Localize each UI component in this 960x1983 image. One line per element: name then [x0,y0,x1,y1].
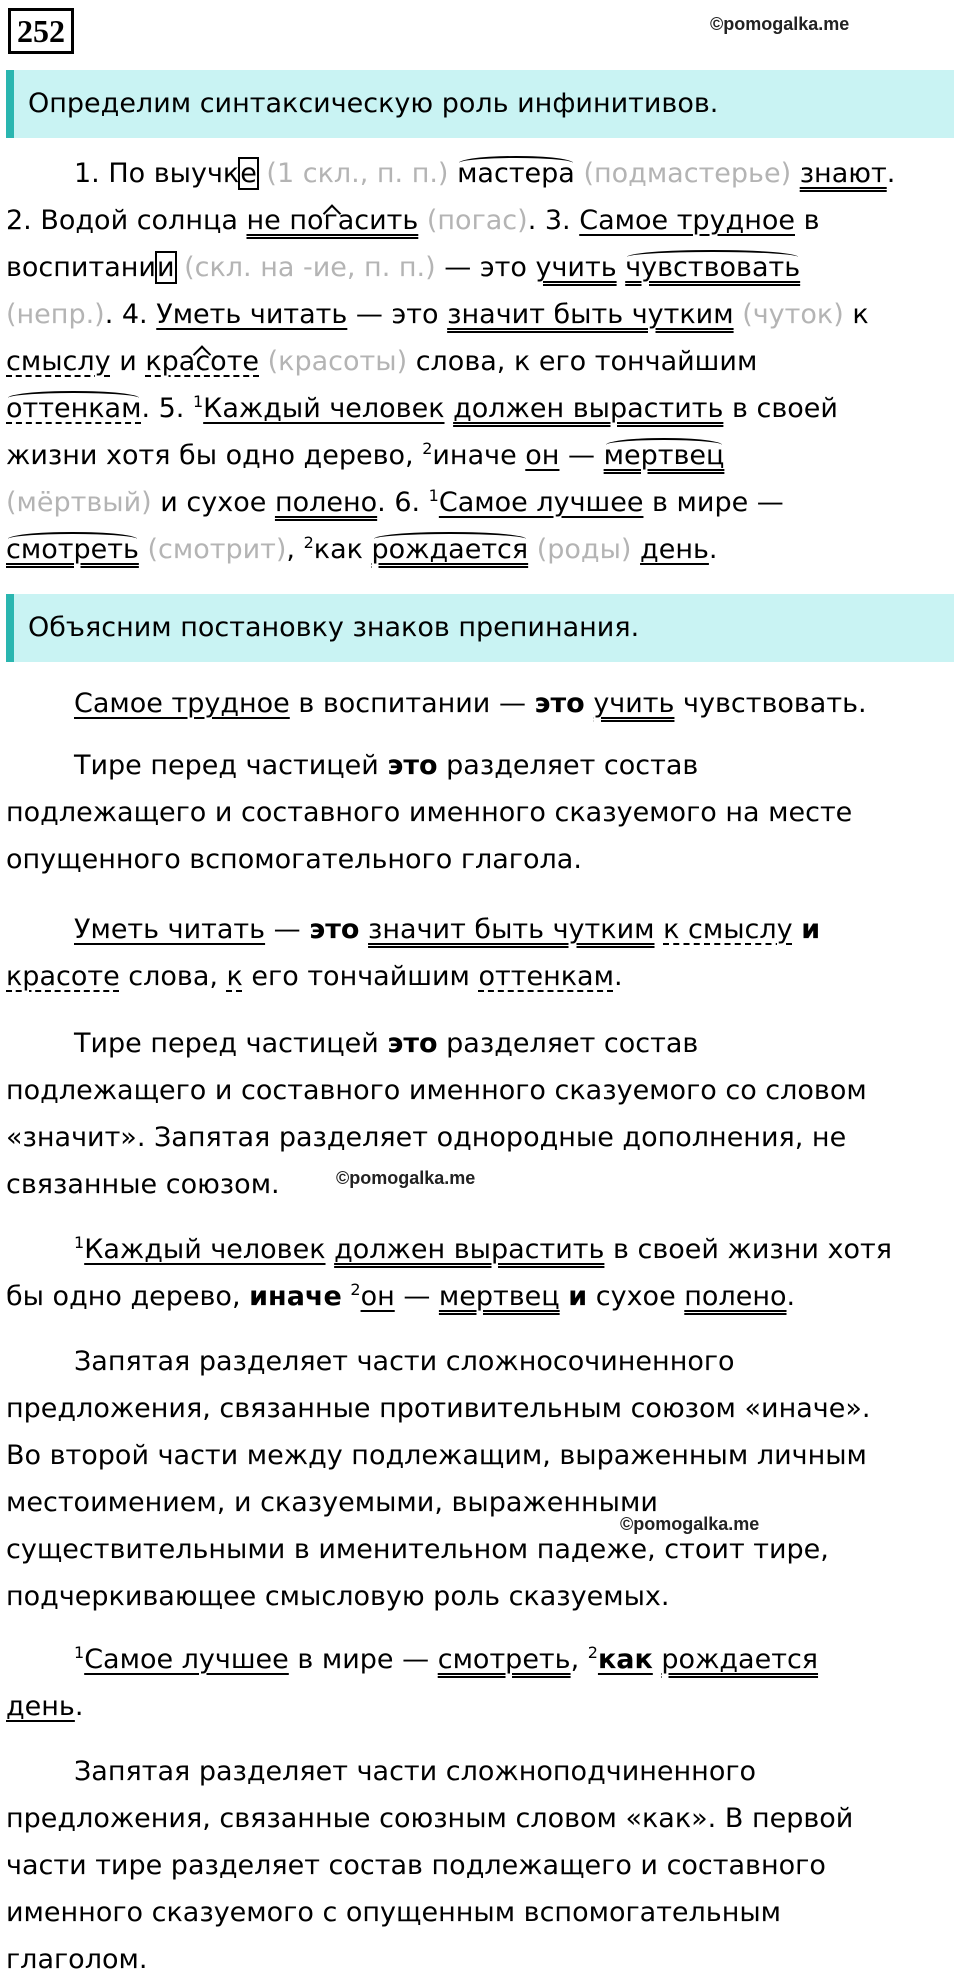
watermark: ©pomogalka.me [336,1168,476,1188]
watermark: ©pomogalka.me [710,14,850,34]
example-line: Самое трудное в воспитании — это учить чувствовать. [74,688,867,719]
watermark: ©pomogalka.me [620,1514,760,1534]
example-2 [6,906,954,1000]
example-line: день. [6,1691,84,1722]
text-line: Тире перед частицей это разделяет состав [74,750,699,781]
text-line: Во второй части между подлежащим, выраженным личным [6,1440,867,1471]
text-line: оттенкам. 5. $^1$Каждый человек должен вырастить в своей [6,392,838,424]
subject: как [597,1644,653,1675]
predicate: мертвец [603,440,725,471]
text-line: части тире разделяет состав подлежащего и составного [6,1850,826,1881]
predicate: учить [593,688,675,719]
text-line: предложения, связанные противительным союзом «иначе». [6,1393,871,1424]
example-line: $^1$Самое лучшее в мире — смотреть, $^2$как рождается [74,1643,819,1675]
predicate: полено [684,1281,787,1312]
subject: он [525,440,560,471]
object: смыслу [6,346,111,377]
ending-box: е [240,158,257,189]
predicate: не погасить [246,205,419,236]
text-line: глаголом. [6,1944,148,1975]
example-line: Уметь читать — это значит быть чутким к смыслу и [74,914,821,945]
predicate: значит быть чутким [447,299,734,330]
explanation-1 [6,742,954,883]
predicate: полено [274,487,378,518]
text-line: опущенного вспомогательного глагола. [6,844,582,875]
root-mark: мастера [457,158,575,189]
predicate: смотреть [437,1644,571,1675]
text-line: Запятая разделяет части сложносочиненного [74,1346,735,1377]
object: к смыслу [663,914,793,945]
subject: день [640,534,709,565]
analysis-text [6,150,954,573]
explanation-3 [6,1338,954,1620]
predicate: смотреть [6,534,139,565]
text-line: существительными в именительном падеже, стоит тире, [6,1534,829,1565]
explanation-4 [6,1748,954,1983]
example-3 [6,1226,954,1320]
text-line: (мёртвый) и сухое полено. 6. $^1$Самое лучшее в мире — [6,486,784,518]
object: к [226,961,243,992]
subject: Уметь читать [74,914,266,945]
example-4 [6,1636,954,1730]
subject: Самое лучшее [84,1644,289,1675]
predicate: значит быть чутким [368,914,655,945]
predicate: мертвец [438,1281,560,1312]
text-line: Тире перед частицей это разделяет состав [74,1028,699,1059]
predicate: чувствовать [625,252,801,283]
section-title-punctuation: Объясним постановку знаков препинания. [6,594,954,662]
text-line: жизни хотя бы одно дерево, $^2$иначе он — мертвец [6,439,725,471]
text-line: смыслу и красоте (красоты) слова, к его тончайшим [6,346,758,377]
subject: Самое лучшее [438,487,644,518]
object: оттенкам [478,961,614,992]
example-1 [6,680,954,727]
text-line: подлежащего и составного именного сказуемого со словом [6,1075,867,1106]
subject: он [360,1281,395,1312]
text-line: смотреть (смотрит), $^2$как рождается (роды) день. [6,533,718,565]
text-line: «значит». Запятая разделяет однородные дополнения, не [6,1122,847,1153]
text-line: воспитании (скл. на -ие, п. п.) — это учить чувствовать [6,252,801,283]
text-line: местоимением, и сказуемыми, выраженными [6,1487,658,1518]
subject: Каждый человек [203,393,445,424]
predicate: рождается [661,1644,819,1675]
subject: Самое трудное [579,205,795,236]
text-line: Запятая разделяет части сложноподчиненного [74,1756,757,1787]
subject: Уметь читать [156,299,348,330]
object: красоте [145,346,260,377]
example-line: бы одно дерево, иначе $^2$он — мертвец и сухое полено. [6,1280,796,1312]
text-line: подчеркивающее смысловую роль сказуемых. [6,1581,670,1612]
object: красоте [6,961,120,992]
section-title-roles: Определим синтаксическую роль инфинитивов. [6,70,954,138]
predicate: должен вырастить [334,1234,605,1265]
text-line: подлежащего и составного именного сказуемого на месте [6,797,853,828]
example-line: $^1$Каждый человек должен вырастить в своей жизни хотя [74,1233,892,1265]
text-line: (непр.). 4. Уметь читать — это значит быть чутким (чуток) к [6,299,869,330]
ending-box: и [156,252,175,283]
text-line: 1. По выучке (1 скл., п. п.) мастера (подмастерье) знают. [74,158,896,189]
predicate: учить [535,252,617,283]
object: оттенкам [6,393,142,424]
predicate: знают [799,158,887,189]
text-line: именного сказуемого с опущенным вспомогательным [6,1897,782,1928]
explanation-2 [6,1020,954,1208]
subject: день [6,1691,75,1722]
example-line: красоте слова, к его тончайшим оттенкам. [6,961,623,992]
text-line: предложения, связанные союзным словом «как». В первой [6,1803,854,1834]
exercise-number: 252 [8,8,74,54]
predicate: должен вырастить [453,393,724,424]
text-line: связанные союзом. [6,1169,280,1200]
predicate: рождается [371,534,529,565]
text-line: 2. Водой солнца не погасить (погас). 3. Самое трудное в [6,205,820,236]
subject: Самое трудное [74,688,290,719]
subject: Каждый человек [84,1234,326,1265]
